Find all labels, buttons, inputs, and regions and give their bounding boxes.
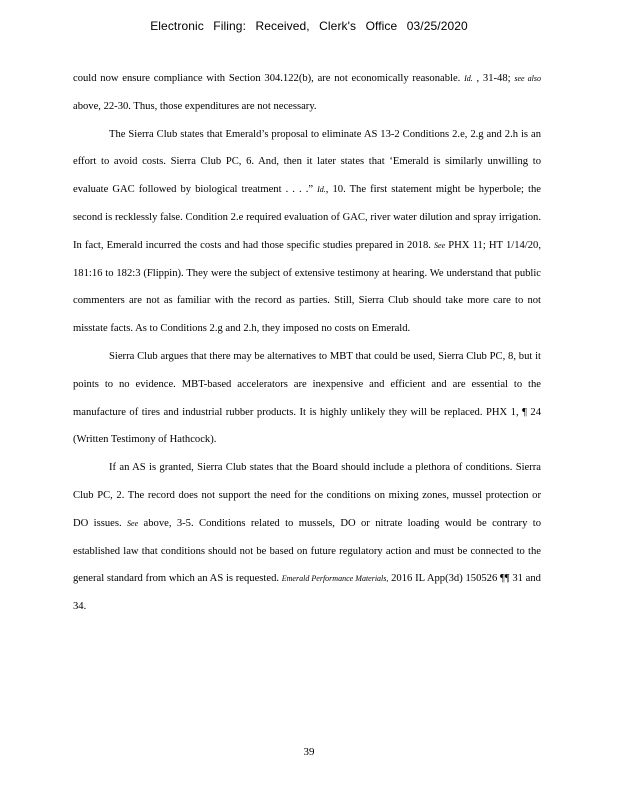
citation-signal: See — [434, 240, 446, 250]
document-body — [73, 65, 541, 621]
paragraph-text: could now ensure compliance with Section 304.122(b), are not economically reasonable. — [73, 73, 465, 84]
paragraph — [73, 343, 541, 454]
citation-signal: Id. — [464, 74, 473, 83]
citation-signal: See — [127, 518, 139, 528]
paragraph-text: above, 3-5. Conditions related to mussels, DO or nitrate loading would be contrary to established law that conditions should not be based on future regulatory action and must be connected to the general standard from which an AS is requested. — [73, 517, 541, 585]
paragraph-text: Sierra Club argues that there may be alternatives to MBT that could be used, Sierra Club PC, 8, but it points to no evidence. MBT-based accelerators are inexpensive and efficient and are essential to the manufacture of tires and industrial rubber products. It is highly unlikely they will be replaced. PHX 1, ¶ 24 (Written Testimony of Hathcock). — [73, 350, 541, 446]
filing-stamp-header: Electronic Filing: Received, Clerk's Office 03/25/2020 — [150, 19, 468, 33]
citation-signal: Emerald Performance Materials, — [281, 574, 389, 584]
paragraph — [73, 121, 541, 343]
paragraph-text: PHX 11; HT 1/14/20, 181:16 to 182:3 (Flippin). They were the subject of extensive testimony at hearing. We understand that public commenters are not as familiar with the record as parties. Still, Sierra Club should take more care to not misstate facts. As to Conditions 2.g and 2.h, they imposed no costs on Emerald. — [73, 239, 541, 335]
citation-signal: see also — [514, 74, 541, 83]
paragraph-text: above, 22-30. Thus, those expenditures are not necessary. — [73, 100, 317, 112]
paragraph-text: If an AS is granted, Sierra Club states that the Board should include a plethora of conditions. Sierra Club PC, 2. The record does not support the need for the conditions on mixing zones, mussel protection or DO issues. — [73, 462, 541, 529]
paragraph — [73, 454, 541, 621]
paragraph-text: The Sierra Club states that Emerald’s proposal to eliminate AS 13-2 Conditions 2.e, 2.g and 2.h is an effort to avoid costs. Sierra Club PC, 6. And, then it later states that ‘Emerald is similarly unwilling to evaluate GAC followed by biological treatment . . . .” — [73, 128, 541, 196]
paragraph-text: , 10. The first statement might be hyperbole; the second is recklessly false. Condition 2.e required evaluation of GAC, river water dilution and spray irrigation. In fact, Emerald incurred the costs and had those specific studies prepared in 2018. — [73, 184, 541, 251]
paragraph-text: , 31-48; — [472, 73, 515, 84]
paragraph — [73, 65, 541, 121]
citation-signal: Id. — [317, 185, 326, 195]
paragraph-text: 2016 IL App(3d) 150526 ¶¶ 31 and 34. — [73, 573, 541, 613]
page-number: 39 — [303, 746, 315, 758]
